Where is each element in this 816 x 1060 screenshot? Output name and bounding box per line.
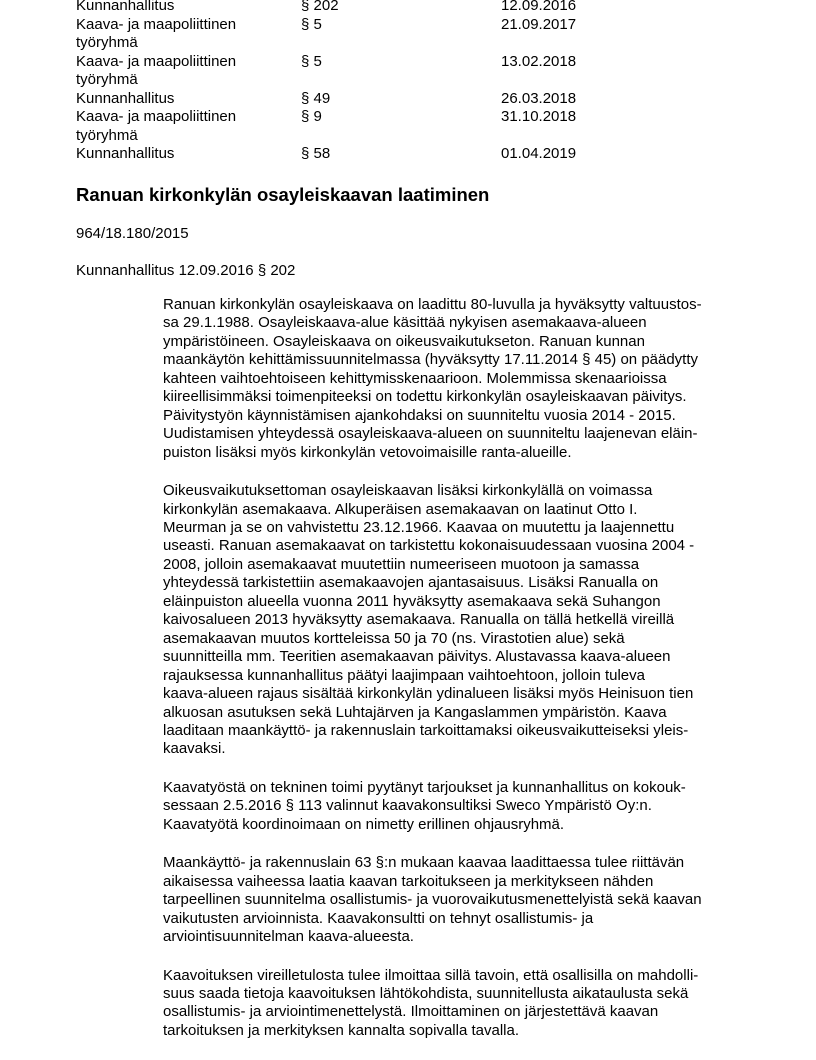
paragraph-line: maankäytön kehittämissuunnitelmassa (hyväksytty 17.11.2014 § 45) on päädytty: [163, 351, 699, 369]
meeting-reference: Kunnanhallitus 12.09.2016 § 202: [76, 262, 296, 279]
body-paragraph: [163, 779, 743, 834]
history-row: [76, 53, 776, 90]
paragraph-line: tarpeellinen suunnitelma osallistumis- ja vuorovaikutusmenettelyistä sekä kaavan: [163, 891, 702, 909]
case-description: [163, 296, 743, 1060]
paragraph-line: aikaisessa vaiheessa laatia kaavan tarkoitukseen ja merkitykseen nähden: [163, 872, 654, 890]
history-date: 01.04.2019: [501, 145, 577, 162]
history-date: 12.09.2016: [501, 0, 577, 14]
paragraph-line: suus saada tietoja kaavoituksen lähtökohdista, suunnitellusta aikataulusta sekä: [163, 984, 689, 1002]
paragraph-line: Päivitystyön käynnistämisen ajankohdaksi on suunniteltu vuosia 2014 - 2015.: [163, 406, 676, 424]
paragraph-line: Meurman ja se on vahvistettu 23.12.1966. Kaavaa on muutettu ja laajennettu: [163, 518, 675, 536]
paragraph-line: vaikutusten arvioinnista. Kaavakonsultti on tehnyt osallistumis- ja: [163, 909, 594, 927]
paragraph-line: kahteen vaihtoehtoiseen kehittymisskenaarioon. Molemmissa skenaarioissa: [163, 369, 667, 387]
paragraph-line: asemakaavan muutos kortteleissa 50 ja 70 (ns. Virastotien alue) sekä: [163, 629, 625, 647]
paragraph-line: suunnitteilla mm. Teeritien asemakaavan päivitys. Alustavassa kaava-alueen: [163, 648, 671, 666]
history-section: § 5: [301, 52, 322, 70]
paragraph-line: Kaavatyötä koordinoimaan on nimetty erillinen ohjausryhmä.: [163, 815, 565, 833]
paragraph-line: yhteydessä tarkistettiin asemakaavojen ajantasaisuus. Lisäksi Ranualla on: [163, 574, 659, 592]
paragraph-line: sessaan 2.5.2016 § 113 valinnut kaavakonsultiksi Sweco Ympäristö Oy:n.: [163, 797, 652, 815]
paragraph-line: kaavaksi.: [163, 740, 226, 758]
history-date: 31.10.2018: [501, 108, 577, 125]
paragraph-line: ympäristöineen. Osayleiskaava on oikeusvaikutukseton. Ranuan kunnan: [163, 332, 645, 350]
paragraph-line: Ranuan kirkonkylän osayleiskaava on laadittu 80-luvulla ja hyväksytty valtuustos-: [163, 296, 702, 313]
page-title: Ranuan kirkonkylän osayleiskaavan laatiminen: [76, 184, 490, 205]
history-body: Kaava- ja maapoliittinen työryhmä: [76, 15, 237, 51]
history-section: § 49: [301, 89, 331, 107]
body-paragraph: [163, 482, 743, 759]
history-section: § 58: [301, 145, 331, 162]
handling-history-table: [76, 0, 776, 164]
paragraph-line: Maankäyttö- ja rakennuslain 63 §:n mukaan kaavaa laadittaessa tulee riittävän: [163, 854, 685, 872]
paragraph-line: rajauksessa kunnanhallitus päätyi laajimpaan vaihtoehtoon, jolloin tuleva: [163, 666, 645, 684]
paragraph-line: Oikeusvaikutuksettoman osayleiskaavan lisäksi kirkonkylällä on voimassa: [163, 482, 653, 500]
paragraph-line: tarkoituksen ja merkityksen kannalta sopivalla tavalla.: [163, 1021, 520, 1039]
history-body: Kunnanhallitus: [76, 145, 175, 162]
diary-number: 964/18.180/2015: [76, 225, 189, 242]
paragraph-line: kirkonkylän asemakaava. Alkuperäisen asemakaavan on laatinut Otto I.: [163, 500, 638, 518]
paragraph-line: laaditaan maankäyttö- ja rakennuslain tarkoittamaksi oikeusvaikutteiseksi yleis-: [163, 721, 689, 739]
history-row: [76, 16, 776, 53]
history-section: § 202: [301, 0, 339, 14]
paragraph-line: Kaavatyöstä on tekninen toimi pyytänyt tarjoukset ja kunnanhallitus on kokouk-: [163, 778, 686, 796]
history-row: [76, 145, 776, 164]
paragraph-line: eläinpuiston alueella vuonna 2011 hyväksytty asemakaava sekä Suhangon: [163, 592, 661, 610]
history-body: Kaava- ja maapoliittinen työryhmä: [76, 108, 237, 144]
history-row: [76, 0, 776, 16]
paragraph-line: sa 29.1.1988. Osayleiskaava-alue käsittää nykyisen asemakaava-alueen: [163, 314, 647, 332]
paragraph-line: arviointisuunnitelman kaava-alueesta.: [163, 928, 414, 946]
history-date: 13.02.2018: [501, 52, 577, 70]
history-section: § 5: [301, 15, 322, 33]
paragraph-line: kaava-alueen rajaus sisältää kirkonkylän ydinalueen lisäksi myös Heinisuon tien: [163, 685, 694, 703]
body-paragraph: [163, 296, 743, 462]
history-date: 26.03.2018: [501, 89, 577, 107]
history-row: [76, 90, 776, 109]
history-date: 21.09.2017: [501, 15, 577, 33]
history-section: § 9: [301, 108, 322, 125]
paragraph-line: useasti. Ranuan asemakaavat on tarkistettu kokonaisuudessaan vuosina 2004 -: [163, 537, 695, 555]
paragraph-line: alkuosan asutuksen sekä Luhtajärven ja Kangaslammen ympäristön. Kaava: [163, 703, 667, 721]
history-body: Kaava- ja maapoliittinen työryhmä: [76, 52, 237, 88]
paragraph-line: kaivosalueen 2013 hyväksytty asemakaava. Ranualla on tällä hetkellä vireillä: [163, 611, 675, 629]
paragraph-line: kiireellisimmäksi toimenpiteeksi on todettu kirkonkylän osayleiskaavan päivitys.: [163, 388, 687, 406]
history-body: Kunnanhallitus: [76, 89, 175, 107]
body-paragraph: [163, 854, 743, 946]
history-body: Kunnanhallitus: [76, 0, 175, 14]
paragraph-line: osallistumis- ja arviointimenettelystä. Ilmoittaminen on järjestettävä kaavan: [163, 1003, 659, 1021]
paragraph-line: puiston lisäksi myös kirkonkylän vetovoimaisille ranta-alueille.: [163, 443, 572, 461]
paragraph-line: Uudistamisen yhteydessä osayleiskaava-alueen on suunniteltu laajenevan eläin-: [163, 425, 698, 443]
paragraph-line: 2008, jolloin asemakaavat muutettiin numeeriseen muotoon ja samassa: [163, 555, 640, 573]
history-row: [76, 108, 776, 145]
body-paragraph: [163, 967, 743, 1041]
paragraph-line: Kaavoituksen vireilletulosta tulee ilmoittaa sillä tavoin, että osallisilla on mahdolli-: [163, 966, 699, 984]
